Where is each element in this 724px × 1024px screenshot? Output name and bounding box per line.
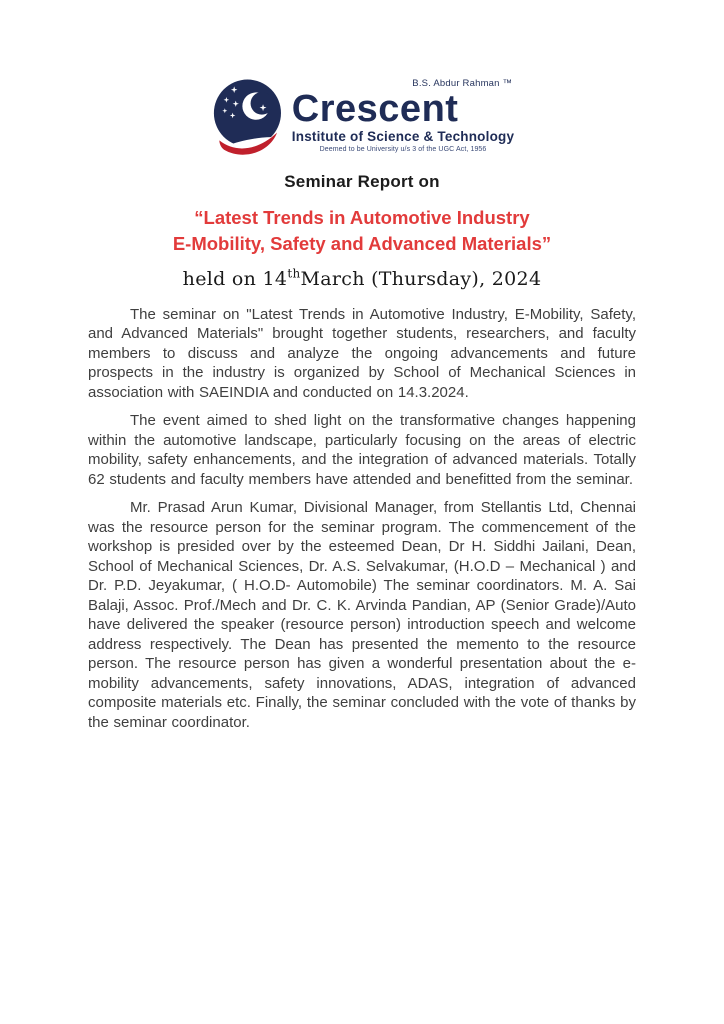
logo-text-block <box>292 78 514 153</box>
seminar-title-line1: “Latest Trends in Automotive Industry <box>194 207 530 228</box>
logo-trademark-text: B.S. Abdur Rahman ™ <box>412 78 513 89</box>
institute-logo <box>88 78 636 156</box>
seminar-date-prefix: held on 14 <box>182 267 288 290</box>
seminar-title <box>88 205 636 257</box>
seminar-date-superscript: th <box>287 266 301 281</box>
logo-tagline: Deemed to be University u/s 3 of the UGC Act, 1956 <box>319 146 487 153</box>
report-paragraph: The seminar on "Latest Trends in Automotive Industry, E-Mobility, Safety, and Advanced Materials" brought together students, researchers, and faculty members to discuss and analyze the ongoing advancements and future prospects in the industry is organized by School of Mechanical Sciences in association with SAEINDIA and conducted on 14.3.2024. <box>88 305 636 401</box>
seminar-title-line2: E-Mobility, Safety and Advanced Materials” <box>172 232 552 254</box>
report-heading: Seminar Report on <box>284 172 440 191</box>
logo-subtitle: Institute of Science & Technology <box>291 129 515 144</box>
seminar-date-suffix: March (Thursday), 2024 <box>300 267 542 290</box>
report-body <box>88 305 636 733</box>
logo-name: Crescent <box>291 88 459 130</box>
report-paragraph: The event aimed to shed light on the transformative changes happening within the automotive landscape, particularly focusing on the areas of electric mobility, safety enhancements, and the integration of advanced materials. Totally 62 students and faculty members have attended and benefitted from the seminar. <box>88 412 636 488</box>
report-paragraph: Mr. Prasad Arun Kumar, Divisional Manager, from Stellantis Ltd, Chennai was the resource person for the seminar program. The commencement of the workshop is presided over by the esteemed Dean, Dr H. Siddhi Jailani, Dean, School of Mechanical Sciences, Dr. A.S. Selvakumar, (H.O.D – Mechanical ) and Dr. P.D. Jeyakumar, ( H.O.D- Automobile) The seminar coordinators. M. A. Sai Balaji, Assoc. Prof./Mech and Dr. C. K. Arvinda Pandian, AP (Senior Grade)/Auto have delivered the speaker (resource person) introduction speech and welcome address respectively. The Dean has presented the memento to the resource person. The resource person has given a wonderful presentation about the e-mobility advancements, safety innovations, ADAS, integration of advanced composite materials etc. Finally, the seminar concluded with the vote of thanks by the seminar coordinator. <box>88 499 636 731</box>
seminar-date <box>88 268 636 290</box>
crescent-moon-logo-icon <box>210 78 288 156</box>
